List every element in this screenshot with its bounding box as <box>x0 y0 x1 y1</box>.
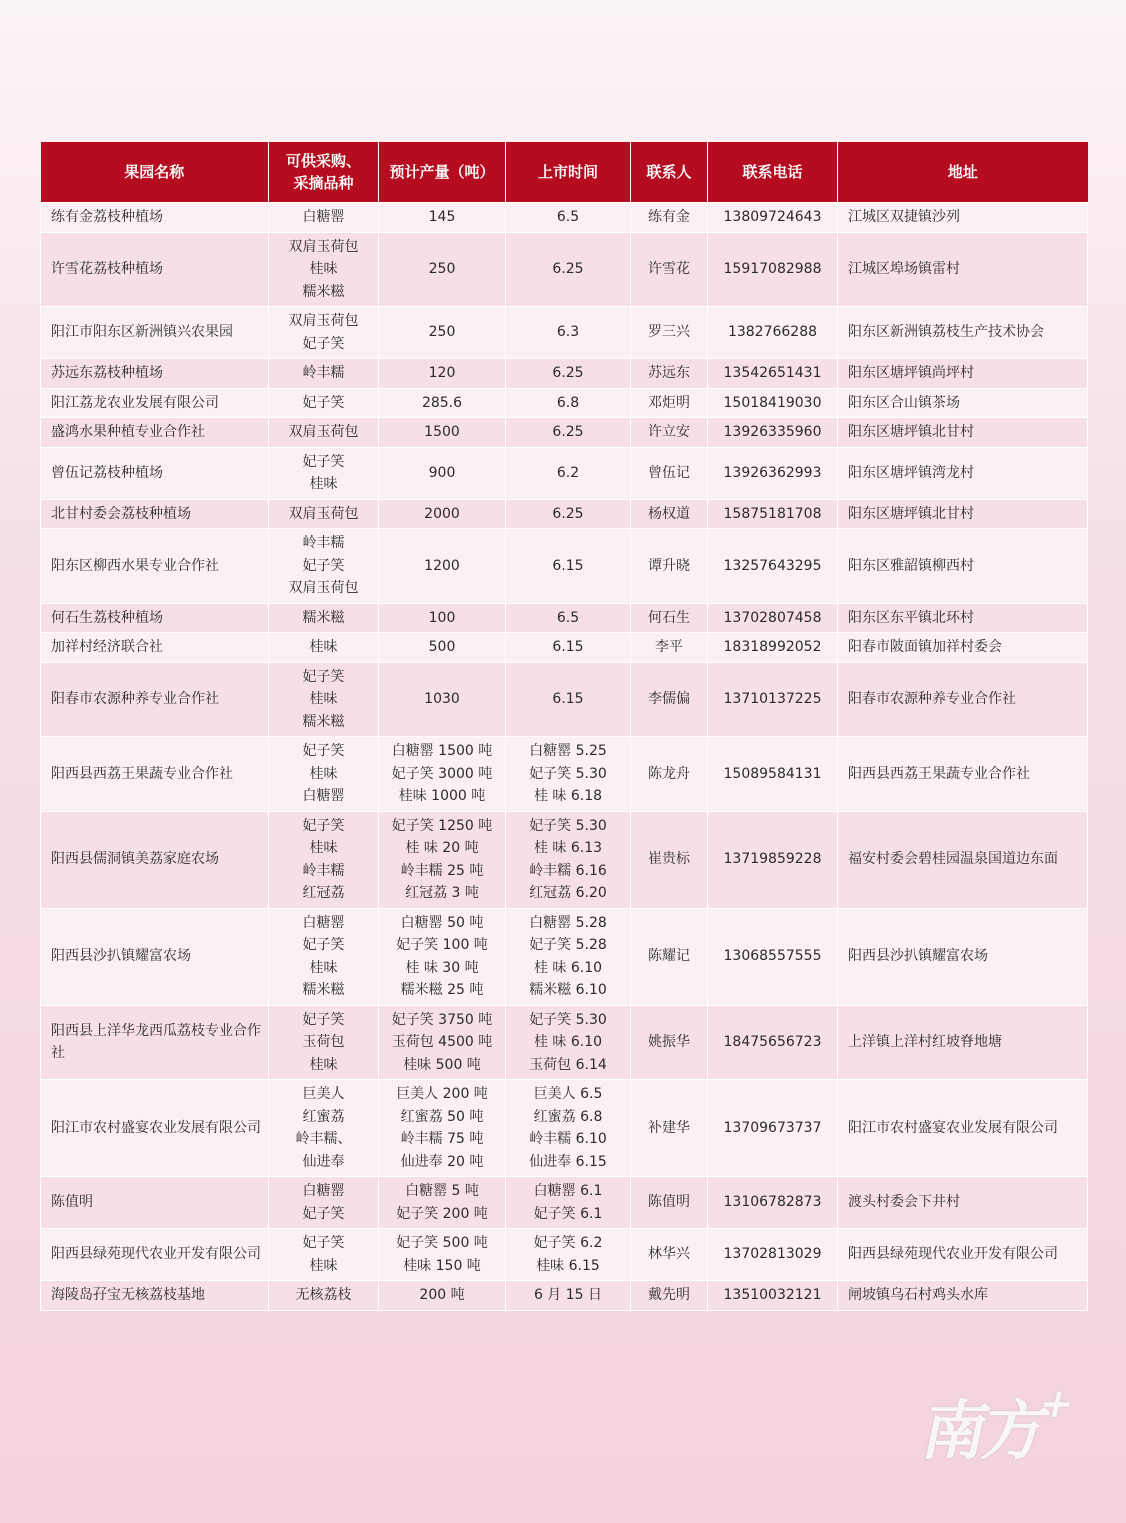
cell-output-line: 妃子笑 100 吨 <box>396 937 488 953</box>
cell-phone: 13257643295 <box>708 529 838 604</box>
cell-contact: 何石生 <box>631 603 708 633</box>
cell-market-time <box>506 388 631 418</box>
cell-address: 阳江市农村盛宴农业发展有限公司 <box>838 1080 1088 1177</box>
cell-market-time <box>506 1281 631 1311</box>
cell-market-time-line: 6.5 <box>556 609 580 626</box>
cell-variety <box>269 388 379 418</box>
cell-market-time <box>506 737 631 812</box>
cell-market-time <box>506 447 631 499</box>
cell-address: 上洋镇上洋村红坡脊地塘 <box>838 1005 1088 1080</box>
cell-contact: 苏远东 <box>631 359 708 389</box>
cell-variety-line: 妃子笑 <box>302 453 345 470</box>
table-row <box>41 633 1088 663</box>
cell-output <box>379 908 506 1005</box>
table-header <box>41 142 1088 203</box>
cell-variety-line: 红冠荔 <box>302 885 345 901</box>
cell-variety-line: 双肩玉荷包 <box>288 580 359 596</box>
cell-orchard-name: 阳西县绿苑现代农业开发有限公司 <box>41 1229 269 1281</box>
cell-output-line: 妃子笑 1250 吨 <box>391 817 493 834</box>
cell-market-time-line: 玉荷包 6.14 <box>529 1056 607 1073</box>
cell-variety <box>269 203 379 233</box>
cell-orchard-name: 阳江市农村盛宴农业发展有限公司 <box>41 1080 269 1177</box>
table-row <box>41 388 1088 418</box>
cell-market-time <box>506 499 631 529</box>
cell-variety <box>269 447 379 499</box>
cell-market-time-line: 岭丰糯 6.10 <box>529 1131 607 1147</box>
cell-output <box>379 811 506 908</box>
cell-orchard-name: 阳春市农源种养专业合作社 <box>41 662 269 737</box>
cell-market-time-line: 白糖罂 6.1 <box>533 1183 603 1199</box>
cell-variety <box>269 1281 379 1311</box>
cell-market-time-line: 妃子笑 5.30 <box>529 1011 607 1028</box>
cell-output <box>379 232 506 307</box>
cell-variety-line: 白糖罂 <box>302 1183 345 1199</box>
cell-output-line: 2000 <box>424 505 460 522</box>
cell-output-line: 200 吨 <box>419 1287 465 1303</box>
cell-variety-line: 桂味 <box>309 1257 338 1274</box>
cell-variety-line: 岭丰糯 <box>302 862 345 879</box>
cell-output <box>379 499 506 529</box>
table-row <box>41 737 1088 812</box>
table-row <box>41 418 1088 448</box>
cell-contact: 许雪花 <box>631 232 708 307</box>
cell-market-time-line: 桂 味 6.18 <box>533 788 603 804</box>
table-row <box>41 529 1088 604</box>
cell-variety <box>269 307 379 359</box>
cell-contact: 崔贵标 <box>631 811 708 908</box>
cell-variety <box>269 633 379 663</box>
cell-output-line: 红蜜荔 50 吨 <box>400 1108 484 1125</box>
header-phone: 联系电话 <box>708 142 838 203</box>
cell-variety-line: 巨美人 <box>302 1086 345 1102</box>
cell-variety <box>269 662 379 737</box>
cell-variety <box>269 1177 379 1229</box>
cell-phone: 13710137225 <box>708 662 838 737</box>
cell-market-time-line: 6 月 15 日 <box>533 1287 603 1303</box>
table-row <box>41 1005 1088 1080</box>
cell-market-time <box>506 1005 631 1080</box>
cell-output-line: 120 <box>428 365 456 381</box>
cell-output <box>379 307 506 359</box>
cell-market-time-line: 6.25 <box>552 261 584 277</box>
cell-output-line: 妃子笑 3750 吨 <box>391 1011 493 1028</box>
cell-address: 阳东区雅韶镇柳西村 <box>838 529 1088 604</box>
cell-variety-line: 桂味 <box>309 840 338 856</box>
cell-variety <box>269 499 379 529</box>
cell-market-time-line: 6.3 <box>556 324 580 341</box>
cell-market-time <box>506 418 631 448</box>
cell-output <box>379 603 506 633</box>
header-market-time: 上市时间 <box>506 142 631 203</box>
cell-orchard-name: 阳西县沙扒镇耀富农场 <box>41 908 269 1005</box>
cell-phone: 15089584131 <box>708 737 838 812</box>
cell-phone: 1382766288 <box>708 307 838 359</box>
cell-market-time-line: 妃子笑 5.30 <box>529 817 607 834</box>
cell-phone: 13926362993 <box>708 447 838 499</box>
cell-market-time <box>506 603 631 633</box>
cell-market-time-line: 妃子笑 6.2 <box>533 1235 603 1251</box>
cell-variety <box>269 1080 379 1177</box>
cell-output-line: 糯米糍 25 吨 <box>400 982 484 998</box>
cell-address: 阳东区塘坪镇北甘村 <box>838 499 1088 529</box>
cell-phone: 15917082988 <box>708 232 838 307</box>
cell-orchard-name: 加祥村经济联合社 <box>41 633 269 663</box>
cell-phone: 13068557555 <box>708 908 838 1005</box>
cell-variety <box>269 603 379 633</box>
cell-market-time-line: 桂 味 6.10 <box>533 1034 603 1050</box>
cell-output-line: 145 <box>428 209 456 225</box>
cell-orchard-name: 许雪花荔枝种植场 <box>41 232 269 307</box>
table-row <box>41 447 1088 499</box>
cell-output <box>379 1281 506 1311</box>
cell-output <box>379 203 506 233</box>
cell-output-line: 白糖罂 50 吨 <box>400 914 484 931</box>
cell-address: 福安村委会碧桂园温泉国道边东面 <box>838 811 1088 908</box>
cell-output-line: 500 <box>428 639 456 655</box>
cell-output <box>379 737 506 812</box>
cell-address: 阳东区塘坪镇北甘村 <box>838 418 1088 448</box>
cell-market-time-line: 妃子笑 6.1 <box>533 1205 603 1222</box>
cell-address: 闸坡镇乌石村鸡头水库 <box>838 1281 1088 1311</box>
cell-orchard-name: 海陵岛孖宝无核荔枝基地 <box>41 1281 269 1311</box>
cell-variety-line: 玉荷包 <box>302 1034 345 1050</box>
cell-variety-line: 无核荔枝 <box>295 1287 352 1303</box>
cell-market-time-line: 6.5 <box>556 209 580 225</box>
cell-variety-line: 妃子笑 <box>302 1235 345 1251</box>
cell-contact: 林华兴 <box>631 1229 708 1281</box>
lychee-orchard-table <box>40 142 1088 1311</box>
cell-variety-line: 糯米糍 <box>302 713 345 730</box>
table-row <box>41 1177 1088 1229</box>
cell-output-line: 玉荷包 4500 吨 <box>391 1034 493 1050</box>
cell-phone: 13542651431 <box>708 359 838 389</box>
header-variety: 可供采购、 采摘品种 <box>269 142 379 203</box>
cell-market-time-line: 6.25 <box>552 365 584 381</box>
cell-output-line: 900 <box>428 464 456 481</box>
cell-orchard-name: 陈值明 <box>41 1177 269 1229</box>
cell-contact: 曾伍记 <box>631 447 708 499</box>
cell-orchard-name: 阳东区柳西水果专业合作社 <box>41 529 269 604</box>
cell-orchard-name: 练有金荔枝种植场 <box>41 203 269 233</box>
cell-variety-line: 糯米糍 <box>302 609 345 626</box>
cell-variety-line: 白糖罂 <box>302 788 345 804</box>
cell-variety <box>269 811 379 908</box>
cell-output-line: 桂味 150 吨 <box>403 1257 481 1274</box>
cell-contact: 许立安 <box>631 418 708 448</box>
cell-variety-line: 糯米糍 <box>302 283 345 300</box>
cell-phone: 13702807458 <box>708 603 838 633</box>
header-orchard-name: 果园名称 <box>41 142 269 203</box>
cell-orchard-name: 盛鸿水果种植专业合作社 <box>41 418 269 448</box>
cell-market-time <box>506 359 631 389</box>
cell-market-time-line: 6.15 <box>552 557 584 574</box>
cell-market-time-line: 仙进奉 6.15 <box>529 1153 607 1170</box>
cell-market-time <box>506 1177 631 1229</box>
cell-output-line: 桂味 500 吨 <box>403 1056 481 1073</box>
cell-variety <box>269 359 379 389</box>
cell-market-time <box>506 1229 631 1281</box>
cell-output-line: 桂味 1000 吨 <box>398 788 486 804</box>
cell-address: 阳东区合山镇茶场 <box>838 388 1088 418</box>
cell-orchard-name: 曾伍记荔枝种植场 <box>41 447 269 499</box>
cell-output-line: 250 <box>428 324 456 341</box>
cell-phone: 18318992052 <box>708 633 838 663</box>
cell-market-time <box>506 908 631 1005</box>
cell-variety-line: 妃子笑 <box>302 668 345 685</box>
cell-market-time-line: 白糖罂 5.28 <box>529 914 607 931</box>
cell-variety <box>269 1229 379 1281</box>
cell-orchard-name: 阳江市阳东区新洲镇兴农果园 <box>41 307 269 359</box>
cell-market-time-line: 桂味 6.15 <box>536 1257 600 1274</box>
cell-variety-line: 桂味 <box>309 1056 338 1073</box>
cell-orchard-name: 阳西县西荔王果蔬专业合作社 <box>41 737 269 812</box>
cell-variety-line: 双肩玉荷包 <box>288 505 359 522</box>
cell-output-line: 1030 <box>424 691 460 707</box>
cell-variety-line: 桂味 <box>309 765 338 782</box>
cell-phone: 13719859228 <box>708 811 838 908</box>
cell-output-line: 白糖罂 1500 吨 <box>391 743 493 759</box>
cell-output-line: 红冠荔 3 吨 <box>405 885 479 901</box>
cell-output-line: 1200 <box>424 557 460 574</box>
cell-market-time <box>506 662 631 737</box>
cell-market-time-line: 红冠荔 6.20 <box>529 885 607 901</box>
cell-variety-line: 双肩玉荷包 <box>288 313 359 329</box>
cell-output <box>379 388 506 418</box>
cell-variety-line: 岭丰糯 <box>302 535 345 551</box>
cell-output <box>379 1177 506 1229</box>
cell-phone: 13106782873 <box>708 1177 838 1229</box>
cell-variety-line: 桂味 <box>309 261 338 277</box>
cell-market-time-line: 白糖罂 5.25 <box>529 743 607 759</box>
cell-output-line: 桂 味 20 吨 <box>405 840 479 856</box>
cell-contact: 陈耀记 <box>631 908 708 1005</box>
cell-variety <box>269 418 379 448</box>
cell-phone: 13926335960 <box>708 418 838 448</box>
cell-address: 江城区埠场镇雷村 <box>838 232 1088 307</box>
table-row <box>41 1080 1088 1177</box>
cell-output-line: 妃子笑 500 吨 <box>396 1235 488 1251</box>
cell-variety-line: 桂味 <box>309 959 338 976</box>
cell-market-time-line: 6.8 <box>556 394 580 411</box>
cell-variety-line: 岭丰糯 <box>302 365 345 381</box>
cell-orchard-name: 阳西县儒洞镇美荔家庭农场 <box>41 811 269 908</box>
cell-variety-line: 双肩玉荷包 <box>288 424 359 440</box>
watermark-text: 南方 <box>915 1394 1052 1469</box>
cell-phone: 13510032121 <box>708 1281 838 1311</box>
cell-output <box>379 662 506 737</box>
nanfang-plus-watermark-logo <box>913 1380 1084 1480</box>
cell-variety-line: 桂味 <box>309 691 338 707</box>
cell-output <box>379 359 506 389</box>
cell-contact: 杨权道 <box>631 499 708 529</box>
cell-output <box>379 1005 506 1080</box>
cell-market-time-line: 桂 味 6.13 <box>533 840 603 856</box>
cell-contact: 罗三兴 <box>631 307 708 359</box>
cell-output-line: 100 <box>428 609 456 626</box>
cell-variety-line: 桂味 <box>309 476 338 492</box>
cell-orchard-name: 阳西县上洋华龙西瓜荔枝专业合作社 <box>41 1005 269 1080</box>
cell-address: 阳东区东平镇北环村 <box>838 603 1088 633</box>
table-row <box>41 499 1088 529</box>
cell-output-line: 岭丰糯 75 吨 <box>400 1131 484 1147</box>
cell-variety-line: 妃子笑 <box>302 743 345 759</box>
cell-orchard-name: 苏远东荔枝种植场 <box>41 359 269 389</box>
cell-address: 阳春市陂面镇加祥村委会 <box>838 633 1088 663</box>
cell-output-line: 白糖罂 5 吨 <box>405 1183 479 1199</box>
header-output: 预计产量（吨） <box>379 142 506 203</box>
cell-output <box>379 1229 506 1281</box>
cell-variety <box>269 1005 379 1080</box>
cell-market-time-line: 糯米糍 6.10 <box>529 982 607 998</box>
cell-variety-line: 妃子笑 <box>302 817 345 834</box>
table-row <box>41 307 1088 359</box>
cell-address: 渡头村委会下井村 <box>838 1177 1088 1229</box>
cell-market-time-line: 6.25 <box>552 424 584 440</box>
cell-market-time-line: 桂 味 6.10 <box>533 959 603 976</box>
table-body <box>41 203 1088 1311</box>
cell-phone: 13709673737 <box>708 1080 838 1177</box>
cell-variety-line: 仙进奉 <box>302 1153 345 1170</box>
cell-market-time-line: 妃子笑 5.30 <box>529 765 607 782</box>
cell-output <box>379 418 506 448</box>
lychee-orchard-table-wrapper <box>40 142 1087 1311</box>
cell-phone: 15018419030 <box>708 388 838 418</box>
table-row <box>41 811 1088 908</box>
cell-address: 阳东区新洲镇荔枝生产技术协会 <box>838 307 1088 359</box>
cell-market-time <box>506 529 631 604</box>
cell-output-line: 巨美人 200 吨 <box>396 1086 488 1102</box>
cell-contact: 李儒偏 <box>631 662 708 737</box>
cell-variety-line: 妃子笑 <box>302 1011 345 1028</box>
cell-market-time-line: 6.25 <box>552 505 584 522</box>
cell-variety-line: 妃子笑 <box>302 1205 345 1222</box>
cell-contact: 补建华 <box>631 1080 708 1177</box>
cell-address: 阳春市农源种养专业合作社 <box>838 662 1088 737</box>
cell-orchard-name: 何石生荔枝种植场 <box>41 603 269 633</box>
cell-contact: 陈值明 <box>631 1177 708 1229</box>
cell-market-time-line: 6.15 <box>552 639 584 655</box>
cell-market-time <box>506 811 631 908</box>
cell-variety-line: 岭丰糯、 <box>295 1131 352 1147</box>
cell-variety-line: 糯米糍 <box>302 982 345 998</box>
cell-variety-line: 红蜜荔 <box>302 1108 345 1125</box>
cell-variety-line: 双肩玉荷包 <box>288 238 359 255</box>
cell-output-line: 1500 <box>424 424 460 440</box>
cell-variety-line: 桂味 <box>309 639 338 655</box>
cell-output <box>379 1080 506 1177</box>
cell-address: 阳东区塘坪镇尚坪村 <box>838 359 1088 389</box>
cell-market-time-line: 6.2 <box>556 464 580 481</box>
cell-variety-line: 妃子笑 <box>302 335 345 352</box>
cell-market-time <box>506 232 631 307</box>
cell-market-time-line: 岭丰糯 6.16 <box>529 862 607 879</box>
cell-output-line: 妃子笑 200 吨 <box>396 1205 488 1222</box>
cell-contact: 陈龙舟 <box>631 737 708 812</box>
cell-output-line: 桂 味 30 吨 <box>405 959 479 976</box>
cell-market-time <box>506 633 631 663</box>
cell-address: 阳西县西荔王果蔬专业合作社 <box>838 737 1088 812</box>
cell-market-time <box>506 307 631 359</box>
cell-contact: 邓炬明 <box>631 388 708 418</box>
cell-market-time <box>506 203 631 233</box>
cell-contact: 姚振华 <box>631 1005 708 1080</box>
cell-market-time-line: 红蜜荔 6.8 <box>533 1108 603 1125</box>
cell-phone: 13809724643 <box>708 203 838 233</box>
cell-variety-line: 妃子笑 <box>302 937 345 953</box>
cell-variety <box>269 232 379 307</box>
cell-variety <box>269 737 379 812</box>
table-row <box>41 908 1088 1005</box>
cell-market-time-line: 6.15 <box>552 691 584 707</box>
cell-phone: 15875181708 <box>708 499 838 529</box>
cell-market-time-line: 妃子笑 5.28 <box>529 937 607 953</box>
table-row <box>41 232 1088 307</box>
cell-variety <box>269 908 379 1005</box>
cell-contact: 谭升晓 <box>631 529 708 604</box>
cell-variety-line: 妃子笑 <box>302 557 345 574</box>
table-row <box>41 359 1088 389</box>
cell-contact: 戴先明 <box>631 1281 708 1311</box>
cell-output-line: 妃子笑 3000 吨 <box>391 765 493 782</box>
cell-contact: 李平 <box>631 633 708 663</box>
watermark-plus: + <box>1035 1380 1079 1427</box>
header-address: 地址 <box>838 142 1088 203</box>
table-row <box>41 1229 1088 1281</box>
cell-variety-line: 白糖罂 <box>302 914 345 931</box>
table-row <box>41 603 1088 633</box>
cell-market-time-line: 巨美人 6.5 <box>533 1086 603 1102</box>
cell-output-line: 仙进奉 20 吨 <box>400 1153 484 1170</box>
cell-address: 阳西县绿苑现代农业开发有限公司 <box>838 1229 1088 1281</box>
header-contact: 联系人 <box>631 142 708 203</box>
cell-phone: 13702813029 <box>708 1229 838 1281</box>
cell-variety-line: 白糖罂 <box>302 209 345 225</box>
cell-output <box>379 633 506 663</box>
cell-address: 阳西县沙扒镇耀富农场 <box>838 908 1088 1005</box>
cell-address: 阳东区塘坪镇湾龙村 <box>838 447 1088 499</box>
cell-output-line: 岭丰糯 25 吨 <box>400 862 484 879</box>
cell-variety-line: 妃子笑 <box>302 394 345 411</box>
cell-phone: 18475656723 <box>708 1005 838 1080</box>
cell-variety <box>269 529 379 604</box>
cell-output <box>379 447 506 499</box>
table-row <box>41 662 1088 737</box>
cell-output-line: 285.6 <box>421 394 463 411</box>
table-row <box>41 203 1088 233</box>
cell-address: 江城区双捷镇沙列 <box>838 203 1088 233</box>
table-row <box>41 1281 1088 1311</box>
cell-contact: 练有金 <box>631 203 708 233</box>
cell-market-time <box>506 1080 631 1177</box>
cell-orchard-name: 阳江荔龙农业发展有限公司 <box>41 388 269 418</box>
cell-output <box>379 529 506 604</box>
cell-orchard-name: 北甘村委会荔枝种植场 <box>41 499 269 529</box>
cell-output-line: 250 <box>428 261 456 277</box>
